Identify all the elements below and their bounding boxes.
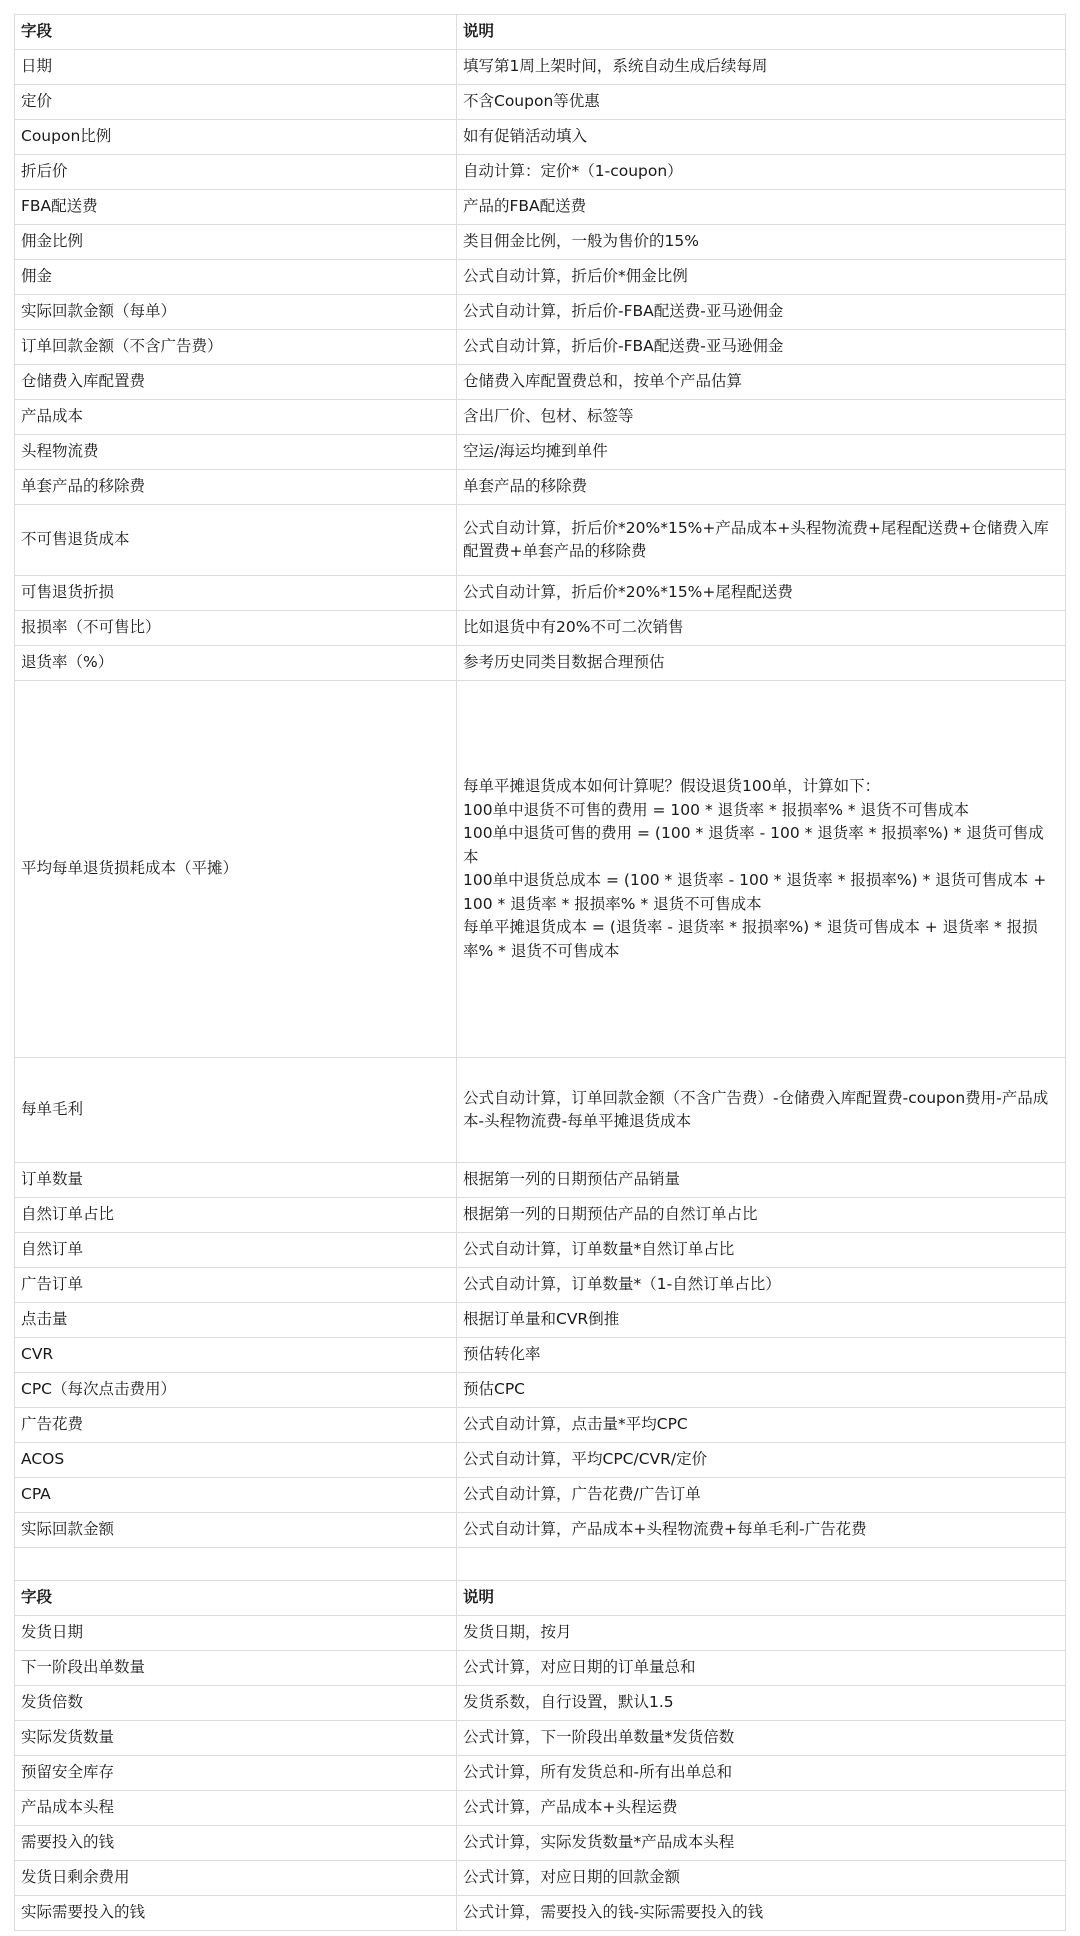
description-cell[interactable]: 公式自动计算，订单数量*（1-自然订单占比）: [457, 1268, 1066, 1303]
table-row: [15, 85, 1066, 120]
field-cell[interactable]: 预留安全库存: [15, 1756, 457, 1791]
description-cell[interactable]: 公式计算，实际发货数量*产品成本头程: [457, 1826, 1066, 1861]
description-cell[interactable]: 公式计算，所有发货总和-所有出单总和: [457, 1756, 1066, 1791]
description-cell[interactable]: 空运/海运均摊到单件: [457, 435, 1066, 470]
header-field[interactable]: 字段: [15, 1581, 457, 1616]
description-line: 100单中退货可售的费用 = (100 * 退货率 - 100 * 退货率 * 报损率%) * 退货可售成本: [463, 824, 1044, 866]
description-cell[interactable]: 含出厂价、包材、标签等: [457, 400, 1066, 435]
table-row: [15, 50, 1066, 85]
description-cell[interactable]: 根据订单量和CVR倒推: [457, 1303, 1066, 1338]
field-cell[interactable]: 产品成本头程: [15, 1791, 457, 1826]
table-row: [15, 1651, 1066, 1686]
table-row: [15, 1373, 1066, 1408]
header-row: [15, 1581, 1066, 1616]
table-row: [15, 1826, 1066, 1861]
description-cell[interactable]: 发货日期，按月: [457, 1616, 1066, 1651]
field-cell[interactable]: 订单回款金额（不含广告费）: [15, 330, 457, 365]
field-cell[interactable]: 佣金比例: [15, 225, 457, 260]
description-cell[interactable]: 公式自动计算，点击量*平均CPC: [457, 1408, 1066, 1443]
description-cell[interactable]: [457, 681, 1066, 1058]
table-row: [15, 576, 1066, 611]
field-cell[interactable]: 实际回款金额（每单）: [15, 295, 457, 330]
field-cell[interactable]: 下一阶段出单数量: [15, 1651, 457, 1686]
description-cell[interactable]: 自动计算：定价*（1-coupon）: [457, 155, 1066, 190]
table-row: [15, 505, 1066, 576]
description-line: 每单平摊退货成本如何计算呢？假设退货100单，计算如下：: [463, 777, 881, 795]
table-row: [15, 225, 1066, 260]
description-cell[interactable]: 比如退货中有20%不可二次销售: [457, 611, 1066, 646]
table-row: [15, 470, 1066, 505]
field-cell[interactable]: 折后价: [15, 155, 457, 190]
table-row: [15, 1268, 1066, 1303]
description-cell[interactable]: 填写第1周上架时间，系统自动生成后续每周: [457, 50, 1066, 85]
field-cell[interactable]: 需要投入的钱: [15, 1826, 457, 1861]
field-cell[interactable]: 自然订单占比: [15, 1198, 457, 1233]
description-cell[interactable]: 公式计算，需要投入的钱-实际需要投入的钱: [457, 1896, 1066, 1931]
description-cell[interactable]: 根据第一列的日期预估产品销量: [457, 1163, 1066, 1198]
description-cell[interactable]: 公式自动计算，订单回款金额（不含广告费）-仓储费入库配置费-coupon费用-产品成本-头程物流费-每单平摊退货成本: [457, 1058, 1066, 1163]
description-cell[interactable]: 公式自动计算，折后价-FBA配送费-亚马逊佣金: [457, 330, 1066, 365]
table-row: [15, 1233, 1066, 1268]
description-cell[interactable]: 公式计算，产品成本+头程运费: [457, 1791, 1066, 1826]
field-cell[interactable]: 佣金: [15, 260, 457, 295]
table-row: [15, 1443, 1066, 1478]
field-cell[interactable]: 退货率（%）: [15, 646, 457, 681]
field-cell[interactable]: 单套产品的移除费: [15, 470, 457, 505]
table-row: [15, 1721, 1066, 1756]
field-cell[interactable]: 可售退货折损: [15, 576, 457, 611]
description-cell[interactable]: 参考历史同类目数据合理预估: [457, 646, 1066, 681]
field-cell[interactable]: 实际回款金额: [15, 1513, 457, 1548]
header-field[interactable]: 字段: [15, 15, 457, 50]
description-cell[interactable]: 公式计算，下一阶段出单数量*发货倍数: [457, 1721, 1066, 1756]
table-row: [15, 190, 1066, 225]
table-row: [15, 1756, 1066, 1791]
description-cell[interactable]: 根据第一列的日期预估产品的自然订单占比: [457, 1198, 1066, 1233]
table-row: [15, 120, 1066, 155]
field-cell[interactable]: Coupon比例: [15, 120, 457, 155]
field-cell[interactable]: 广告花费: [15, 1408, 457, 1443]
field-cell[interactable]: CPC（每次点击费用）: [15, 1373, 457, 1408]
field-cell[interactable]: 头程物流费: [15, 435, 457, 470]
description-cell[interactable]: 公式自动计算，折后价*20%*15%+尾程配送费: [457, 576, 1066, 611]
description-cell[interactable]: 公式自动计算，折后价*20%*15%+产品成本+头程物流费+尾程配送费+仓储费入库配置费+单套产品的移除费: [457, 505, 1066, 576]
table-row: [15, 330, 1066, 365]
description-cell[interactable]: 公式自动计算，产品成本+头程物流费+每单毛利-广告花费: [457, 1513, 1066, 1548]
table-row: [15, 1303, 1066, 1338]
description-line: 每单平摊退货成本 = (退货率 - 退货率 * 报损率%) * 退货可售成本 + 退货率 * 报损率% * 退货不可售成本: [463, 918, 1038, 960]
field-cell[interactable]: 每单毛利: [15, 1058, 457, 1163]
table-row: [15, 1861, 1066, 1896]
description-cell[interactable]: 公式自动计算，平均CPC/CVR/定价: [457, 1443, 1066, 1478]
header-description[interactable]: 说明: [457, 15, 1066, 50]
field-cell[interactable]: 订单数量: [15, 1163, 457, 1198]
field-cell[interactable]: 实际需要投入的钱: [15, 1896, 457, 1931]
table-row: [15, 260, 1066, 295]
description-cell[interactable]: 类目佣金比例，一般为售价的15%: [457, 225, 1066, 260]
field-cell[interactable]: 报损率（不可售比）: [15, 611, 457, 646]
field-cell[interactable]: 自然订单: [15, 1233, 457, 1268]
description-cell[interactable]: 公式计算，对应日期的订单量总和: [457, 1651, 1066, 1686]
table-row: [15, 435, 1066, 470]
field-cell[interactable]: FBA配送费: [15, 190, 457, 225]
description-cell[interactable]: 产品的FBA配送费: [457, 190, 1066, 225]
empty-row: [15, 1548, 1066, 1581]
table-row: [15, 1338, 1066, 1373]
description-cell[interactable]: 发货系数，自行设置，默认1.5: [457, 1686, 1066, 1721]
empty-cell[interactable]: [15, 1548, 457, 1581]
field-cell[interactable]: CVR: [15, 1338, 457, 1373]
field-cell[interactable]: 定价: [15, 85, 457, 120]
table-row: [15, 1791, 1066, 1826]
field-cell[interactable]: 不可售退货成本: [15, 505, 457, 576]
empty-cell[interactable]: [457, 1548, 1066, 1581]
description-line: 100单中退货总成本 = (100 * 退货率 - 100 * 退货率 * 报损率%) * 退货可售成本 + 100 * 退货率 * 报损率% * 退货不可售成本: [463, 871, 1047, 913]
spreadsheet: [14, 14, 1066, 1931]
description-cell[interactable]: 单套产品的移除费: [457, 470, 1066, 505]
field-cell[interactable]: 仓储费入库配置费: [15, 365, 457, 400]
description-cell[interactable]: 仓储费入库配置费总和，按单个产品估算: [457, 365, 1066, 400]
description-cell[interactable]: 公式自动计算，广告花费/广告订单: [457, 1478, 1066, 1513]
description-line: 100单中退货不可售的费用 = 100 * 退货率 * 报损率% * 退货不可售成本: [463, 800, 970, 819]
table-row: [15, 1478, 1066, 1513]
field-cell[interactable]: 平均每单退货损耗成本（平摊）: [15, 681, 457, 1058]
table-row: [15, 365, 1066, 400]
field-cell[interactable]: 产品成本: [15, 400, 457, 435]
description-cell[interactable]: 公式自动计算，折后价*佣金比例: [457, 260, 1066, 295]
field-cell[interactable]: 发货日期: [15, 1616, 457, 1651]
table-row: [15, 1163, 1066, 1198]
table-row: [15, 1686, 1066, 1721]
table-row: [15, 400, 1066, 435]
table-row: [15, 1616, 1066, 1651]
field-cell[interactable]: 发货倍数: [15, 1686, 457, 1721]
field-cell[interactable]: 日期: [15, 50, 457, 85]
field-description-table: [14, 14, 1066, 1931]
description-cell[interactable]: 公式自动计算，折后价-FBA配送费-亚马逊佣金: [457, 295, 1066, 330]
table-row: [15, 1058, 1066, 1163]
header-description[interactable]: 说明: [457, 1581, 1066, 1616]
table-row: [15, 1198, 1066, 1233]
table-row: [15, 295, 1066, 330]
description-cell[interactable]: 预估CPC: [457, 1373, 1066, 1408]
description-cell[interactable]: 如有促销活动填入: [457, 120, 1066, 155]
table-row: [15, 1896, 1066, 1931]
table-row: [15, 1408, 1066, 1443]
description-cell[interactable]: 预估转化率: [457, 1338, 1066, 1373]
field-cell[interactable]: 点击量: [15, 1303, 457, 1338]
table-row: [15, 681, 1066, 1058]
field-cell[interactable]: CPA: [15, 1478, 457, 1513]
table-row: [15, 611, 1066, 646]
field-cell[interactable]: 发货日剩余费用: [15, 1861, 457, 1896]
description-cell[interactable]: 公式自动计算，订单数量*自然订单占比: [457, 1233, 1066, 1268]
description-cell[interactable]: 不含Coupon等优惠: [457, 85, 1066, 120]
table-row: [15, 155, 1066, 190]
table-row: [15, 646, 1066, 681]
description-cell[interactable]: 公式计算，对应日期的回款金额: [457, 1861, 1066, 1896]
field-cell[interactable]: 实际发货数量: [15, 1721, 457, 1756]
table-row: [15, 1513, 1066, 1548]
field-cell[interactable]: 广告订单: [15, 1268, 457, 1303]
header-row: [15, 15, 1066, 50]
field-cell[interactable]: ACOS: [15, 1443, 457, 1478]
